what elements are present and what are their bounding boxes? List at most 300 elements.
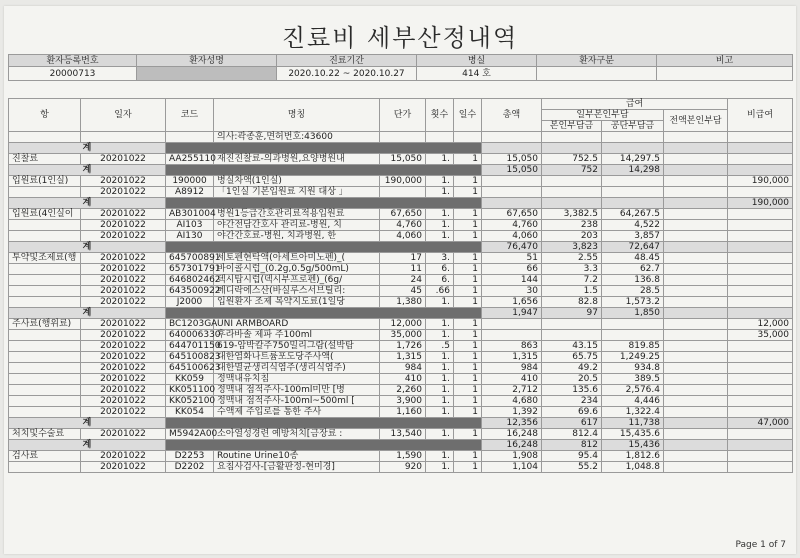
- row-insurer: 934.8: [602, 363, 664, 374]
- row-total: 1,315: [482, 352, 542, 363]
- row-days: 1: [454, 275, 482, 286]
- row-price: 1,315: [380, 352, 426, 363]
- row-days: 1: [454, 374, 482, 385]
- row-code: BC1203GA: [166, 319, 214, 330]
- row-category: [9, 396, 81, 407]
- row-full-self: [664, 275, 728, 286]
- document-page: [4, 6, 796, 554]
- row-days: 1: [454, 154, 482, 165]
- table-row: [9, 451, 793, 462]
- row-days: 1: [454, 209, 482, 220]
- row-days: 1: [454, 220, 482, 231]
- row-total: 410: [482, 374, 542, 385]
- row-non-covered: [728, 231, 793, 242]
- table-row: [9, 297, 793, 308]
- row-times: 1.: [426, 429, 454, 440]
- subtotal-shade: [166, 418, 482, 429]
- row-insurer: 1,249.25: [602, 352, 664, 363]
- header-code: 코드: [166, 99, 214, 132]
- row-self: 65.75: [542, 352, 602, 363]
- row-days: 1: [454, 176, 482, 187]
- subtotal-row: [9, 198, 793, 209]
- row-insurer: 2,576.4: [602, 385, 664, 396]
- subtotal-shade: [166, 198, 482, 209]
- row-category: [9, 462, 81, 473]
- subtotal-non-covered: [728, 308, 793, 319]
- row-date: 20201022: [81, 407, 166, 418]
- subtotal-row: [9, 165, 793, 176]
- row-full-self: [664, 231, 728, 242]
- header-partial: 일부본인부담: [542, 110, 664, 121]
- subtotal-row: [9, 242, 793, 253]
- row-times: .66: [426, 286, 454, 297]
- row-name: 대한염화나트륨포도당주사액(: [214, 352, 380, 363]
- row-code: AA255110: [166, 154, 214, 165]
- row-category: [9, 407, 81, 418]
- row-non-covered: [728, 374, 793, 385]
- row-full-self: [664, 352, 728, 363]
- row-days: 1: [454, 264, 482, 275]
- row-days: 1: [454, 385, 482, 396]
- row-name: 정맥내 점적주사-100ml미만 [병: [214, 385, 380, 396]
- row-full-self: [664, 363, 728, 374]
- row-full-self: [664, 319, 728, 330]
- subtotal-shade: [166, 165, 482, 176]
- row-days: 1: [454, 407, 482, 418]
- row-full-self: [664, 429, 728, 440]
- row-non-covered: 190,000: [728, 176, 793, 187]
- row-name: UNI ARMBOARD: [214, 319, 380, 330]
- row-code: KK052100: [166, 396, 214, 407]
- subtotal-total: 1,947: [482, 308, 542, 319]
- header-date: 일자: [81, 99, 166, 132]
- row-total: 15,050: [482, 154, 542, 165]
- row-self: [542, 176, 602, 187]
- row-name: 입원환자 조제 복약지도료(1일당: [214, 297, 380, 308]
- row-non-covered: [728, 209, 793, 220]
- row-days: 1: [454, 253, 482, 264]
- subtotal-full-self: [664, 198, 728, 209]
- row-non-covered: [728, 396, 793, 407]
- row-category: [9, 341, 81, 352]
- row-date: 20201022: [81, 264, 166, 275]
- table-row: [9, 319, 793, 330]
- subtotal-label: 계: [9, 440, 166, 451]
- row-total: [482, 187, 542, 198]
- row-days: 1: [454, 330, 482, 341]
- subtotal-non-covered: 47,000: [728, 418, 793, 429]
- row-date: 20201022: [81, 374, 166, 385]
- row-name: 정맥내유치침: [214, 374, 380, 385]
- row-total: 4,760: [482, 220, 542, 231]
- info-remark: [657, 67, 793, 81]
- row-self: 55.2: [542, 462, 602, 473]
- table-row: [9, 275, 793, 286]
- row-code: AI130: [166, 231, 214, 242]
- row-total: 144: [482, 275, 542, 286]
- row-date: 20201022: [81, 385, 166, 396]
- row-code: 645700891: [166, 253, 214, 264]
- row-times: 1.: [426, 297, 454, 308]
- row-non-covered: [728, 220, 793, 231]
- row-code: 644701150: [166, 341, 214, 352]
- row-non-covered: [728, 297, 793, 308]
- subtotal-full-self: [664, 440, 728, 451]
- row-insurer: 4,446: [602, 396, 664, 407]
- row-days: 1: [454, 462, 482, 473]
- row-category: [9, 352, 81, 363]
- subtotal-non-covered: [728, 143, 793, 154]
- row-self: 49.2: [542, 363, 602, 374]
- table-row: [9, 396, 793, 407]
- row-date: 20201022: [81, 231, 166, 242]
- subtotal-insurer: 15,436: [602, 440, 664, 451]
- row-non-covered: [728, 352, 793, 363]
- table-row: [9, 253, 793, 264]
- row-date: 20201022: [81, 462, 166, 473]
- subtotal-self: 752: [542, 165, 602, 176]
- subtotal-shade: [166, 440, 482, 451]
- row-self: 234: [542, 396, 602, 407]
- row-total: 4,060: [482, 231, 542, 242]
- header-non-covered: 비급여: [728, 99, 793, 132]
- subtotal-self: [542, 198, 602, 209]
- row-code: J2000: [166, 297, 214, 308]
- row-full-self: [664, 385, 728, 396]
- row-code: AB301004: [166, 209, 214, 220]
- row-date: 20201022: [81, 396, 166, 407]
- row-days: 1: [454, 429, 482, 440]
- subtotal-non-covered: [728, 440, 793, 451]
- row-total: [482, 176, 542, 187]
- row-days: 1: [454, 297, 482, 308]
- row-full-self: [664, 462, 728, 473]
- subtotal-total: [482, 143, 542, 154]
- header-times: 횟수: [426, 99, 454, 132]
- row-non-covered: [728, 275, 793, 286]
- row-insurer: 4,522: [602, 220, 664, 231]
- row-category: [9, 374, 81, 385]
- header-self-pay: 본인부담금: [542, 121, 602, 132]
- row-times: 1.: [426, 451, 454, 462]
- row-name: 바이콜시럽_(0.2g,0.5g/500mL): [214, 264, 380, 275]
- subtotal-total: [482, 198, 542, 209]
- row-total: 67,650: [482, 209, 542, 220]
- subtotal-row: [9, 308, 793, 319]
- info-header-remark: 비고: [657, 55, 793, 67]
- row-name: 수액제 주입로를 통한 주사: [214, 407, 380, 418]
- table-row: [9, 429, 793, 440]
- row-price: 2,260: [380, 385, 426, 396]
- subtotal-full-self: [664, 418, 728, 429]
- header-name: 명칭: [214, 99, 380, 132]
- header-full-self: 전액본인부담: [664, 110, 728, 132]
- row-insurer: 1,812.6: [602, 451, 664, 462]
- row-code: D2253: [166, 451, 214, 462]
- row-times: .5: [426, 341, 454, 352]
- row-full-self: [664, 253, 728, 264]
- row-non-covered: [728, 363, 793, 374]
- row-total: 1,392: [482, 407, 542, 418]
- row-date: 20201022: [81, 330, 166, 341]
- row-full-self: [664, 297, 728, 308]
- row-self: 752.5: [542, 154, 602, 165]
- row-code: 190000: [166, 176, 214, 187]
- row-name: 후라바솔 제파 주100ml: [214, 330, 380, 341]
- subtotal-insurer: 72,647: [602, 242, 664, 253]
- table-row: [9, 374, 793, 385]
- row-date: 20201022: [81, 341, 166, 352]
- row-insurer: [602, 319, 664, 330]
- row-price: 11: [380, 264, 426, 275]
- subtotal-insurer: [602, 198, 664, 209]
- row-days: 1: [454, 187, 482, 198]
- info-patient-type: [537, 67, 657, 81]
- row-insurer: 1,322.4: [602, 407, 664, 418]
- row-full-self: [664, 396, 728, 407]
- row-name: 메디락에스산(바실루스서브틸리:: [214, 286, 380, 297]
- row-non-covered: [728, 286, 793, 297]
- row-category: 주사료(행위료): [9, 319, 81, 330]
- row-non-covered: 12,000: [728, 319, 793, 330]
- info-room: 414 호: [417, 67, 537, 81]
- row-days: 1: [454, 396, 482, 407]
- table-row: [9, 286, 793, 297]
- subtotal-row: [9, 440, 793, 451]
- subtotal-row: [9, 418, 793, 429]
- subtotal-row: [9, 143, 793, 154]
- header-hang: 항: [9, 99, 81, 132]
- info-header-room: 병실: [417, 55, 537, 67]
- row-name: 619-암박칼주750밀리그람(설박탐: [214, 341, 380, 352]
- row-date: 20201022: [81, 451, 166, 462]
- row-non-covered: [728, 253, 793, 264]
- row-total: 66: [482, 264, 542, 275]
- table-row: [9, 187, 793, 198]
- row-category: [9, 363, 81, 374]
- page-footer: Page 1 of 7: [735, 540, 786, 550]
- row-full-self: [664, 264, 728, 275]
- table-row: [9, 341, 793, 352]
- row-name: 대한멸균생리식염주(생리식염주): [214, 363, 380, 374]
- table-row: [9, 231, 793, 242]
- row-times: 1.: [426, 396, 454, 407]
- row-category: 검사료: [9, 451, 81, 462]
- table-row: [9, 363, 793, 374]
- row-date: 20201022: [81, 352, 166, 363]
- row-non-covered: [728, 462, 793, 473]
- row-times: 6.: [426, 275, 454, 286]
- subtotal-non-covered: 190,000: [728, 198, 793, 209]
- row-insurer: 389.5: [602, 374, 664, 385]
- table-row: [9, 176, 793, 187]
- row-code: KK059: [166, 374, 214, 385]
- subtotal-non-covered: [728, 242, 793, 253]
- subtotal-self: 3,823: [542, 242, 602, 253]
- info-period: 2020.10.22 ~ 2020.10.27: [277, 67, 417, 81]
- row-date: 20201022: [81, 253, 166, 264]
- row-non-covered: [728, 429, 793, 440]
- subtotal-self: [542, 143, 602, 154]
- header-insurer-pay: 공단부담금: [602, 121, 664, 132]
- row-total: 51: [482, 253, 542, 264]
- row-non-covered: [728, 264, 793, 275]
- row-insurer: 48.45: [602, 253, 664, 264]
- row-self: 20.5: [542, 374, 602, 385]
- row-self: 43.15: [542, 341, 602, 352]
- row-days: 1: [454, 231, 482, 242]
- row-insurer: 1,048.8: [602, 462, 664, 473]
- row-days: 1: [454, 352, 482, 363]
- row-price: 45: [380, 286, 426, 297]
- row-category: [9, 330, 81, 341]
- row-total: [482, 319, 542, 330]
- info-header-name: 환자성명: [137, 55, 277, 67]
- row-days: 1: [454, 451, 482, 462]
- row-days: 1: [454, 319, 482, 330]
- row-non-covered: [728, 187, 793, 198]
- subtotal-total: 15,050: [482, 165, 542, 176]
- row-times: 1.: [426, 176, 454, 187]
- subtotal-full-self: [664, 143, 728, 154]
- row-times: 1.: [426, 154, 454, 165]
- row-category: [9, 385, 81, 396]
- row-insurer: 1,573.2: [602, 297, 664, 308]
- row-name: 요침사검사-[금활판정-현미경]: [214, 462, 380, 473]
- row-price: 13,540: [380, 429, 426, 440]
- subtotal-label: 계: [9, 198, 166, 209]
- row-name: 덱시탑시럽(덱시부프로펜)_(6g/: [214, 275, 380, 286]
- row-self: 812.4: [542, 429, 602, 440]
- row-times: 1.: [426, 209, 454, 220]
- row-price: 17: [380, 253, 426, 264]
- row-full-self: [664, 330, 728, 341]
- row-insurer: 15,435.6: [602, 429, 664, 440]
- row-times: 1.: [426, 220, 454, 231]
- subtotal-shade: [166, 143, 482, 154]
- row-price: [380, 187, 426, 198]
- subtotal-total: 16,248: [482, 440, 542, 451]
- row-insurer: [602, 176, 664, 187]
- row-code: 657301791: [166, 264, 214, 275]
- row-days: 1: [454, 286, 482, 297]
- row-times: 1.: [426, 187, 454, 198]
- row-price: 1,380: [380, 297, 426, 308]
- row-times: 1.: [426, 407, 454, 418]
- row-self: 135.6: [542, 385, 602, 396]
- row-total: 30: [482, 286, 542, 297]
- row-code: 645100823: [166, 352, 214, 363]
- row-name: 「1인실 기본입원료 지원 대상 」: [214, 187, 380, 198]
- row-price: 67,650: [380, 209, 426, 220]
- row-total: 16,248: [482, 429, 542, 440]
- header-total: 총액: [482, 99, 542, 132]
- row-full-self: [664, 374, 728, 385]
- row-date: 20201022: [81, 275, 166, 286]
- table-row: [9, 462, 793, 473]
- row-times: 1.: [426, 330, 454, 341]
- table-row: [9, 264, 793, 275]
- row-self: 203: [542, 231, 602, 242]
- row-code: 646802462: [166, 275, 214, 286]
- row-price: 4,060: [380, 231, 426, 242]
- row-code: 645100623: [166, 363, 214, 374]
- row-insurer: [602, 187, 664, 198]
- row-date: 20201022: [81, 209, 166, 220]
- row-times: 1.: [426, 231, 454, 242]
- row-total: 4,680: [482, 396, 542, 407]
- row-date: 20201022: [81, 297, 166, 308]
- row-code: D2202: [166, 462, 214, 473]
- info-header-reg-no: 환자등록번호: [9, 55, 137, 67]
- row-insurer: 3,857: [602, 231, 664, 242]
- row-total: 1,656: [482, 297, 542, 308]
- row-price: 3,900: [380, 396, 426, 407]
- row-code: 640006330: [166, 330, 214, 341]
- row-full-self: [664, 154, 728, 165]
- subtotal-full-self: [664, 308, 728, 319]
- row-times: 1.: [426, 319, 454, 330]
- row-full-self: [664, 341, 728, 352]
- row-insurer: 819.85: [602, 341, 664, 352]
- page-title: 진료비 세부산정내역: [281, 24, 519, 52]
- row-non-covered: [728, 451, 793, 462]
- row-price: 410: [380, 374, 426, 385]
- row-category: [9, 220, 81, 231]
- row-total: [482, 330, 542, 341]
- row-full-self: [664, 220, 728, 231]
- subtotal-insurer: 1,850: [602, 308, 664, 319]
- row-price: 1,590: [380, 451, 426, 462]
- subtotal-insurer: 11,738: [602, 418, 664, 429]
- subtotal-full-self: [664, 242, 728, 253]
- table-row: [9, 385, 793, 396]
- row-price: 24: [380, 275, 426, 286]
- row-name: 재진진찰료-의과병원,요양병원내: [214, 154, 380, 165]
- row-full-self: [664, 407, 728, 418]
- subtotal-shade: [166, 242, 482, 253]
- subtotal-shade: [166, 308, 482, 319]
- row-non-covered: [728, 154, 793, 165]
- subtotal-self: 97: [542, 308, 602, 319]
- row-category: 처치및수술료: [9, 429, 81, 440]
- row-times: 1.: [426, 363, 454, 374]
- info-header-patient-type: 환자구분: [537, 55, 657, 67]
- row-code: M5942A00: [166, 429, 214, 440]
- table-row: [9, 352, 793, 363]
- row-insurer: 14,297.5: [602, 154, 664, 165]
- row-self: 1.5: [542, 286, 602, 297]
- row-category: 입원료(1인실): [9, 176, 81, 187]
- row-full-self: [664, 176, 728, 187]
- row-self: 3.3: [542, 264, 602, 275]
- row-code: A8912: [166, 187, 214, 198]
- patient-info-table: [8, 54, 793, 81]
- row-self: 7.2: [542, 275, 602, 286]
- row-name: 소아열성경련 예방처치[금장료 :: [214, 429, 380, 440]
- row-self: 95.4: [542, 451, 602, 462]
- subtotal-label: 계: [9, 308, 166, 319]
- row-name: 야간간호료-병원, 치과병원, 한: [214, 231, 380, 242]
- row-category: 진찰료: [9, 154, 81, 165]
- row-code: KK054: [166, 407, 214, 418]
- table-row: [9, 407, 793, 418]
- row-code: 643500922: [166, 286, 214, 297]
- info-reg-no: 20000713: [9, 67, 137, 81]
- table-row: [9, 209, 793, 220]
- row-self: [542, 187, 602, 198]
- row-total: 1,908: [482, 451, 542, 462]
